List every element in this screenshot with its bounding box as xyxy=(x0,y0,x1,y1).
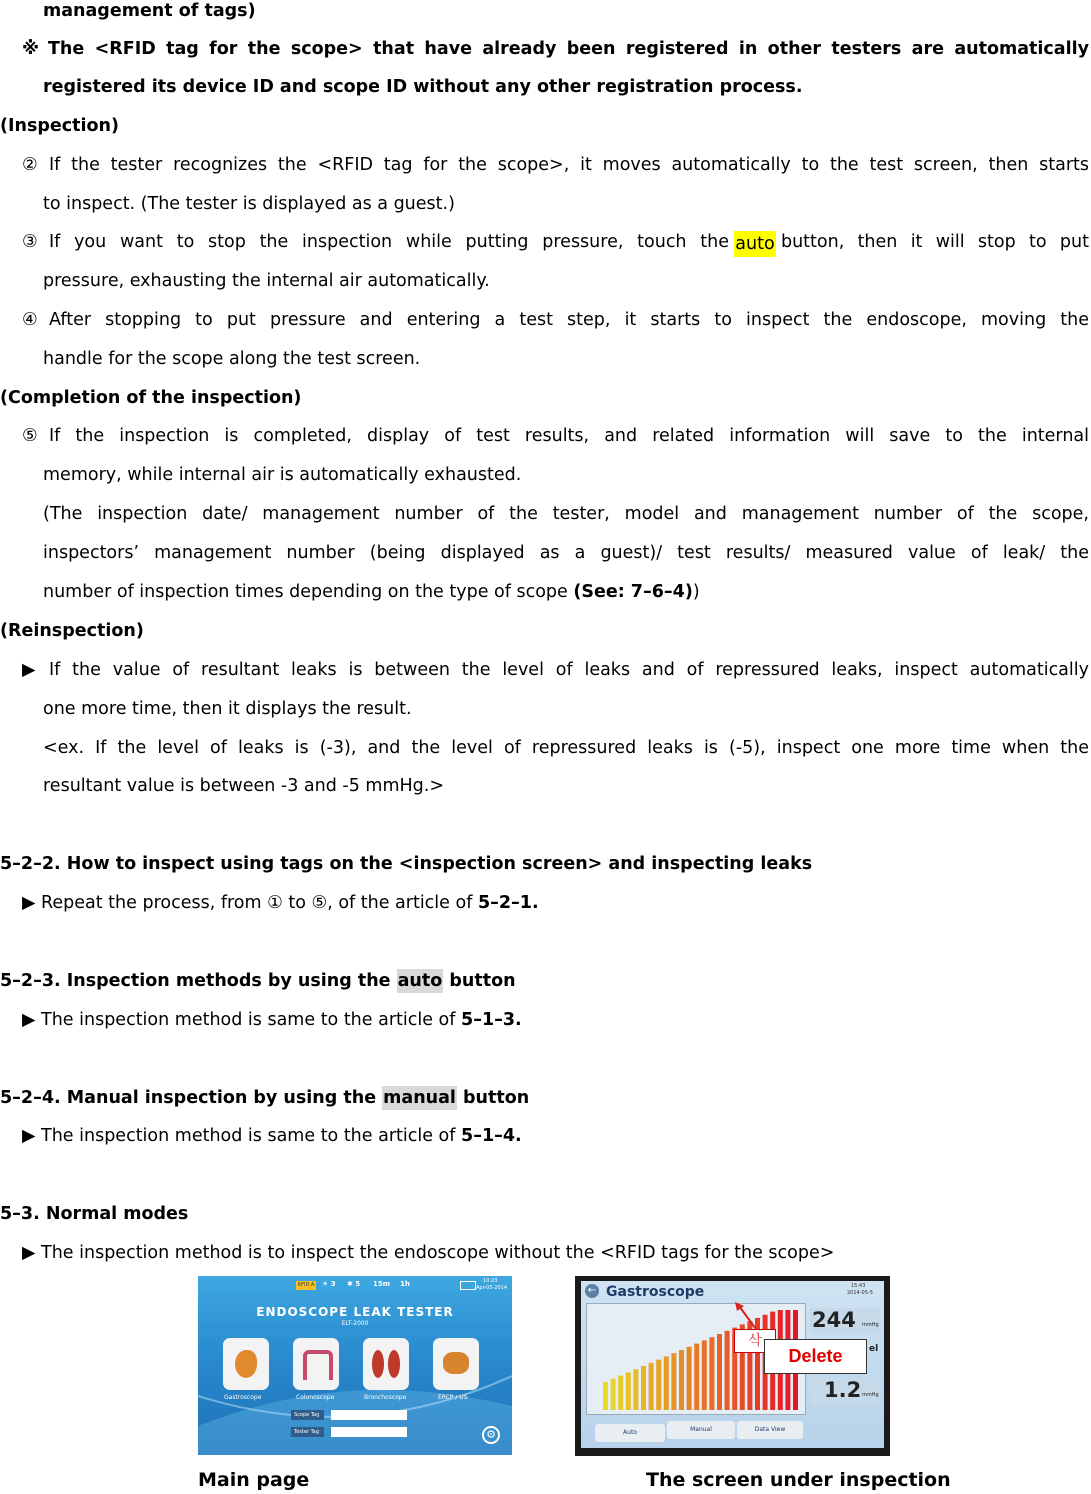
auto-button[interactable]: Auto xyxy=(595,1424,665,1442)
colonoscope-label: Colonoscope xyxy=(296,1394,335,1401)
step-5-line-4: inspectors’ management number (being displayed as a guest)/ test results/ measured value of leak/ the xyxy=(43,543,1089,563)
note-symbol: ※ xyxy=(22,39,40,59)
section-5-2-3-ref: 5–1–3. xyxy=(461,1010,522,1030)
time-1h-status: 1h xyxy=(400,1280,410,1288)
manual-button[interactable]: Manual xyxy=(667,1421,735,1439)
pressure-bar xyxy=(702,1340,707,1410)
auto-highlight: auto xyxy=(734,231,775,257)
step-2-line-2: to inspect. (The tester is displayed as a guest.) xyxy=(43,194,455,214)
main-page-screenshot xyxy=(198,1276,512,1455)
clock-time: 10:23 xyxy=(483,1278,498,1284)
step-5-line-1: If the inspection is completed, display of test results, and related information will save to the internal xyxy=(49,426,1089,446)
reinspection-line-2: one more time, then it displays the result. xyxy=(43,699,412,719)
scope-tag-input[interactable] xyxy=(331,1410,407,1420)
count-status: ✱ 5 xyxy=(347,1280,361,1288)
reinspection-line-1: If the value of resultant leaks is between the level of leaks and of repressured leaks, inspect automatically xyxy=(49,660,1089,680)
colonoscope-button[interactable] xyxy=(293,1338,339,1390)
clock-date: Apr-05-2014 xyxy=(476,1285,508,1291)
caption-main-page: Main page xyxy=(198,1469,310,1491)
see-reference: (See: 7–6–4) xyxy=(573,582,693,602)
mid-label: el xyxy=(869,1344,879,1354)
inspection-date: 2014-05-5 xyxy=(847,1290,873,1296)
section-5-2-3-item xyxy=(22,1009,522,1031)
pancreas-icon xyxy=(443,1352,469,1374)
pressure-bar xyxy=(633,1369,638,1410)
section-5-3-title: 5–3. Normal modes xyxy=(0,1204,189,1224)
bronchoscope-button[interactable] xyxy=(363,1338,409,1390)
reinspection-line-4: resultant value is between -3 and -5 mmHg.> xyxy=(43,776,444,796)
value1-panel xyxy=(810,1308,880,1334)
step-5-line-5-text: number of inspection times depending on the type of scope xyxy=(43,582,568,602)
section-5-2-4-title xyxy=(0,1087,529,1109)
step-3-text-b: button, then it will stop to put xyxy=(780,232,1089,252)
pressure-bar xyxy=(656,1360,661,1410)
colon-icon xyxy=(303,1350,333,1380)
section-5-2-4-item xyxy=(22,1125,522,1147)
section-5-2-3-title-end: button xyxy=(449,971,516,991)
ercp-button[interactable] xyxy=(433,1338,479,1390)
back-arrow-icon[interactable]: ← xyxy=(585,1284,599,1298)
step-4-number: ④ xyxy=(22,310,38,330)
lung-right-icon xyxy=(388,1350,400,1378)
step-5-line-2: memory, while internal air is automatically exhausted. xyxy=(43,465,522,485)
rfid-status: RFID A xyxy=(297,1282,315,1288)
auto-button-highlight: auto xyxy=(397,971,443,991)
step-5-line-5 xyxy=(43,581,700,603)
caption-inspection-screen: The screen under inspection xyxy=(646,1469,951,1491)
section-5-2-2-title: 5–2–2. How to inspect using tags on the <inspection screen> and inspecting leaks xyxy=(0,854,813,874)
time-15m-status: 15m xyxy=(373,1280,391,1288)
arrow-icon: ▶ xyxy=(22,660,36,680)
value1-unit: mmHg xyxy=(862,1322,879,1328)
step-3-number: ③ xyxy=(22,232,38,252)
main-title: ENDOSCOPE LEAK TESTER xyxy=(256,1305,454,1319)
step-3-line-2: pressure, exhausting the internal air automatically. xyxy=(43,271,490,291)
pressure-bar xyxy=(664,1356,669,1410)
note-line-1: The <RFID tag for the scope> that have already been registered in other testers are automatically xyxy=(48,39,1089,59)
pressure-bar xyxy=(618,1376,623,1410)
note-line-2: registered its device ID and scope ID without any other registration process. xyxy=(43,77,803,97)
step-5-number: ⑤ xyxy=(22,426,38,446)
stomach-icon xyxy=(235,1350,257,1378)
step-4-line-2: handle for the scope along the test screen. xyxy=(43,349,421,369)
inspection-title: Gastroscope xyxy=(606,1284,705,1300)
heading-inspection: (Inspection) xyxy=(0,116,119,136)
ercp-label: ERCP / US xyxy=(438,1394,468,1401)
heading-completion: (Completion of the inspection) xyxy=(0,388,302,408)
settings-gear-icon[interactable]: ⚙ xyxy=(482,1426,500,1444)
section-5-2-2-ref: 5–2–1. xyxy=(477,893,539,913)
continuation-line: management of tags) xyxy=(43,1,256,21)
delete-callout: Delete xyxy=(764,1339,867,1374)
step-5-line-3: (The inspection date/ management number of the tester, model and management number of the scope, xyxy=(43,504,1089,524)
pressure-bar xyxy=(694,1344,699,1410)
callout-arrow-icon xyxy=(731,1301,771,1333)
step-3-text-a: If you want to stop the inspection while putting pressure, touch the xyxy=(49,232,729,252)
temp-status: ☀ 3 xyxy=(322,1280,336,1288)
section-5-2-2-item xyxy=(22,892,539,914)
tester-tag-input[interactable] xyxy=(331,1427,407,1437)
pressure-bar xyxy=(679,1350,684,1410)
section-5-2-4-title-end: button xyxy=(463,1088,530,1108)
step-2-line-1: If the tester recognizes the <RFID tag for the scope>, it moves automatically to the test screen, then starts xyxy=(49,155,1089,175)
value2-text: 1.2 xyxy=(824,1378,862,1402)
section-5-2-3-item-text: ▶ The inspection method is same to the article of xyxy=(22,1010,456,1030)
battery-icon xyxy=(460,1281,476,1290)
scope-tag-label: Scope Tag xyxy=(291,1410,324,1420)
section-5-3-item: ▶ The inspection method is to inspect the endoscope without the <RFID tags for the scope> xyxy=(22,1243,835,1263)
value2-panel xyxy=(810,1378,880,1406)
lung-left-icon xyxy=(372,1350,384,1378)
pressure-bar xyxy=(626,1372,631,1410)
section-5-2-3-title xyxy=(0,970,516,992)
pressure-bar xyxy=(717,1334,722,1410)
step-4-line-1: After stopping to put pressure and entering a test step, it starts to inspect the endoscope, moving the xyxy=(49,310,1089,330)
pressure-bar xyxy=(725,1331,730,1410)
step-3-line-1 xyxy=(49,231,1089,257)
gastroscope-label: Gastroscope xyxy=(224,1394,262,1401)
korean-delete-fragment: 삭 xyxy=(734,1329,776,1353)
step-2-number: ② xyxy=(22,155,38,175)
section-5-2-4-title-text: 5–2–4. Manual inspection by using the xyxy=(0,1088,377,1108)
section-5-2-3-title-text: 5–2–3. Inspection methods by using the xyxy=(0,971,391,991)
pressure-bar xyxy=(649,1363,654,1410)
closing-paren: ) xyxy=(692,582,700,602)
main-model: ELT-2000 xyxy=(341,1320,369,1327)
section-5-2-4-item-text: ▶ The inspection method is same to the article of xyxy=(22,1126,456,1146)
inspection-time: 15:43 xyxy=(851,1283,866,1289)
reinspection-line-3: <ex. If the level of leaks is (-3), and the level of repressured leaks is (-5), inspect one more time when the xyxy=(43,738,1089,758)
pressure-bar xyxy=(641,1366,646,1410)
pressure-bar xyxy=(709,1337,714,1410)
pressure-bar xyxy=(687,1347,692,1410)
data-view-button[interactable]: Data View xyxy=(737,1421,803,1439)
heading-reinspection: (Reinspection) xyxy=(0,621,144,641)
gastroscope-button[interactable] xyxy=(223,1338,269,1390)
inspection-screenshot xyxy=(575,1276,890,1456)
value1-text: 244 xyxy=(812,1308,856,1332)
manual-button-highlight: manual xyxy=(383,1088,456,1108)
value2-unit: mmHg xyxy=(862,1392,879,1398)
bronchoscope-label: Bronchoscope xyxy=(364,1394,407,1401)
section-5-2-2-item-text: ▶ Repeat the process, from ① to ⑤, of the article of xyxy=(22,893,473,913)
pressure-bar xyxy=(611,1379,616,1410)
pressure-bar xyxy=(603,1382,608,1410)
section-5-2-4-ref: 5–1–4. xyxy=(461,1126,522,1146)
tester-tag-label: Tester Tag xyxy=(291,1427,324,1437)
pressure-bar xyxy=(671,1353,676,1410)
inspection-screen xyxy=(581,1281,884,1448)
